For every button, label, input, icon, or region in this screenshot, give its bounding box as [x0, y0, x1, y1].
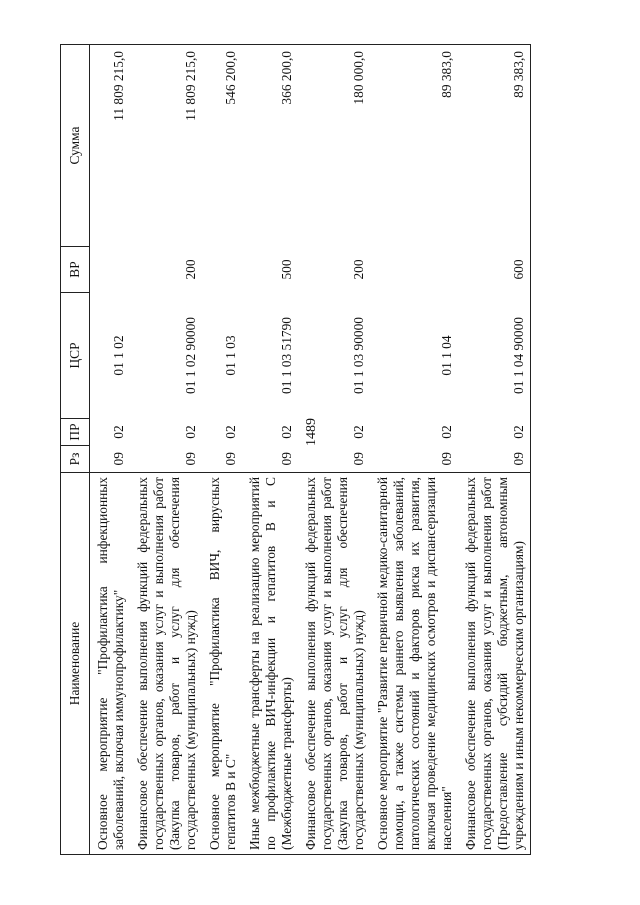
header-sum: Сумма [61, 45, 90, 247]
table-row [370, 45, 458, 855]
table-body [90, 45, 531, 855]
cell-csr: 01 1 03 90000 [351, 317, 366, 394]
cell-sum: 11 809 215,0 [90, 45, 131, 247]
cell-sum: 546 200,0 [202, 45, 242, 247]
table-row [90, 45, 131, 855]
cell-vr: 200 [183, 259, 198, 280]
table-row [130, 45, 202, 855]
cell-sum: 11 809 215,0 [130, 45, 202, 247]
header-name: Наименование [61, 473, 90, 855]
cell-pr: 02 [351, 425, 366, 439]
cell-pr: 02 [111, 425, 126, 439]
table-row [298, 45, 370, 855]
cell-csr: 01 1 03 [223, 335, 238, 376]
cell-rz: 09 [223, 452, 238, 466]
cell-name: Иные межбюджетные трансферты на реализацию мероприятий по профилактике ВИЧ-инфекции и гепатитов В и С (Межбюджетные трансферты) [242, 473, 298, 855]
header-csr: ЦСР [61, 293, 90, 419]
cell-rz: 09 [458, 446, 531, 473]
cell-name: Финансовое обеспечение выполнения функций федеральных государственных органов, оказания услуг и выполнения работ (Предоставление субсидий бюджетным, автономным учреждениям и иным некоммерческим организациям) [458, 473, 531, 855]
cell-vr: 600 [458, 247, 531, 293]
cell-vr: 500 [279, 259, 294, 280]
cell-sum: 180 000,0 [298, 45, 370, 247]
cell-name: Финансовое обеспечение выполнения функций федеральных государственных органов, оказания услуг и выполнения работ (Закупка товаров, работ и услуг для обеспечения государственных (муниципальных) нужд) [130, 473, 202, 855]
table-header [61, 45, 90, 855]
cell-pr: 02 [223, 425, 238, 439]
cell-sum: 89 383,0 [370, 45, 458, 247]
cell-rz: 09 [279, 452, 294, 466]
budget-table-container [60, 45, 580, 855]
header-pr: ПР [61, 419, 90, 446]
cell-name: Основное мероприятие "Профилактика инфекционных заболеваний, включая иммунопрофилактику" [90, 473, 131, 855]
cell-name: Финансовое обеспечение выполнения функций федеральных государственных органов, оказания услуг и выполнения работ (Закупка товаров, работ и услуг для обеспечения государственных (муниципальных) нужд) [298, 473, 370, 855]
cell-sum: 366 200,0 [242, 45, 298, 247]
cell-csr: 01 1 03 51790 [279, 317, 294, 394]
cell-csr: 01 1 04 [439, 335, 454, 376]
cell-csr: 01 1 02 [111, 335, 126, 376]
cell-pr: 02 [183, 425, 198, 439]
cell-rz: 09 [183, 452, 198, 466]
cell-pr: 02 [439, 425, 454, 439]
cell-pr: 02 [458, 419, 531, 446]
header-vr: ВР [61, 247, 90, 293]
header-rz: Рз [61, 446, 90, 473]
cell-rz: 09 [351, 452, 366, 466]
cell-csr: 01 1 04 90000 [458, 293, 531, 419]
cell-vr: 200 [351, 259, 366, 280]
table-row [458, 45, 531, 855]
cell-rz: 09 [439, 452, 454, 466]
cell-vr [90, 247, 131, 293]
cell-vr [370, 247, 458, 293]
table-row [242, 45, 298, 855]
page-number: 1489 [304, 418, 319, 446]
cell-rz: 09 [111, 452, 126, 466]
cell-pr: 02 [279, 425, 294, 439]
cell-sum: 89 383,0 [458, 45, 531, 247]
cell-name: Основное мероприятие "Профилактика ВИЧ, вирусных гепатитов В и С" [202, 473, 242, 855]
cell-vr [202, 247, 242, 293]
cell-csr: 01 1 02 90000 [183, 317, 198, 394]
budget-table [60, 44, 531, 855]
cell-name: Основное мероприятие "Развитие первичной медико-санитарной помощи, а также системы раннего выявления заболеваний, патологических состояний и факторов риска их развития, включая проведение медицинских осмотров и диспансеризации населения" [370, 473, 458, 855]
table-row [202, 45, 242, 855]
